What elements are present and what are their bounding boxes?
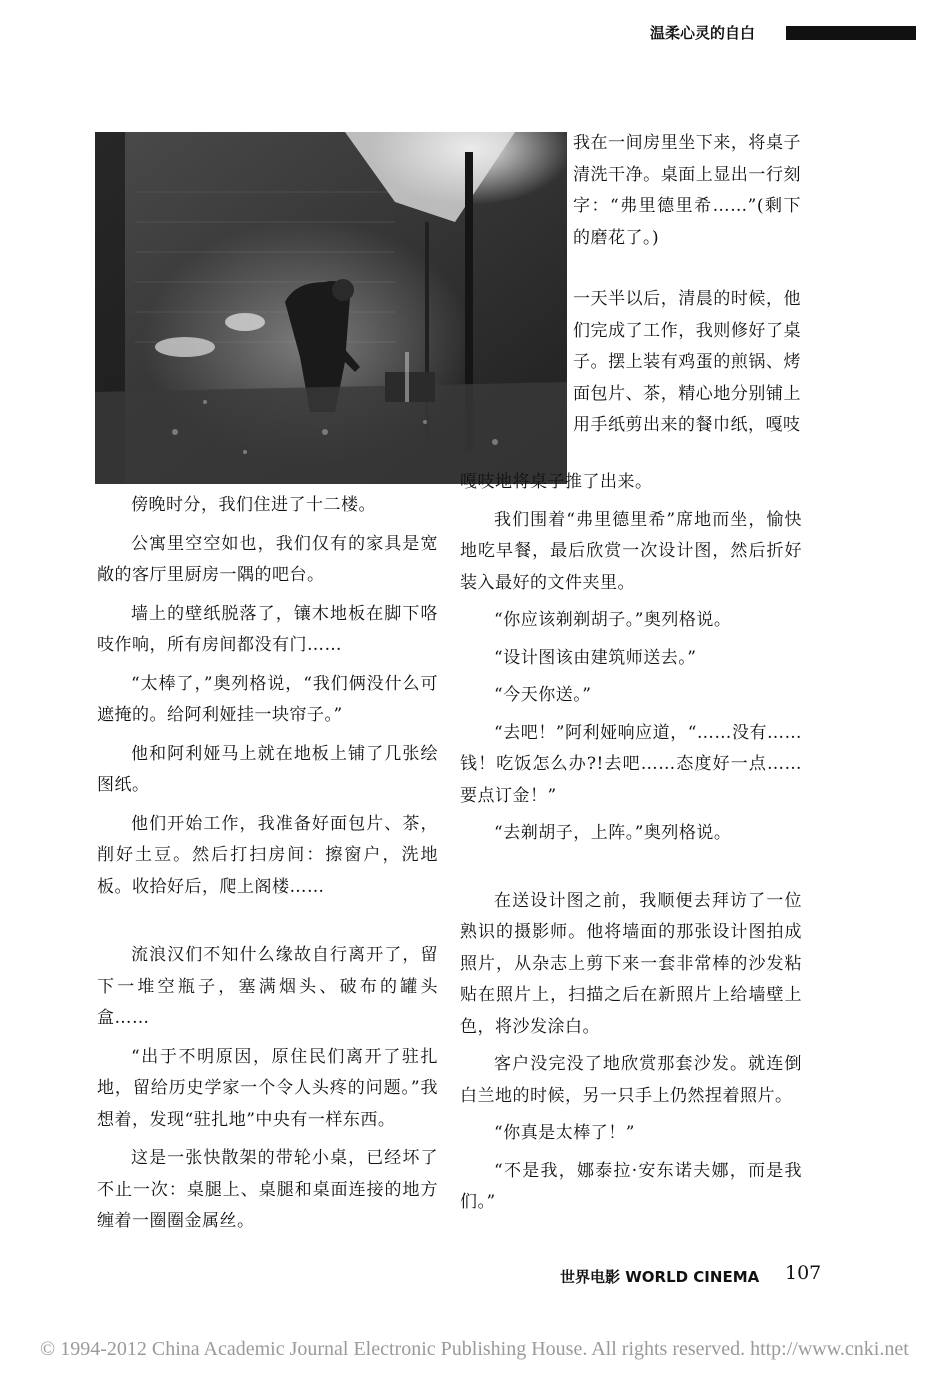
- paragraph-continuation: 嘎吱地将桌子推了出来。: [460, 472, 653, 492]
- film-still-photo: [95, 132, 567, 484]
- page-number: 107: [785, 1262, 822, 1284]
- right-column: [460, 467, 802, 1225]
- header-bar: [786, 26, 916, 40]
- magazine-name: 世界电影 WORLD CINEMA: [560, 1268, 760, 1286]
- paragraph: 流浪汉们不知什么缘故自行离开了，留下一堆空瓶子，塞满烟头、破布的罐头盒……: [97, 945, 438, 1028]
- paragraph: “出于不明原因，原住民们离开了驻扎地，留给历史学家一个令人头疼的问题。”我想着，发现“驻扎地”中央有一样东西。: [97, 1046, 438, 1130]
- paragraph: 他们开始工作，我准备好面包片、茶，削好土豆。然后打扫房间：擦窗户，洗地板。收拾好后，爬上阁楼……: [97, 813, 438, 897]
- paragraph: 我们围着“弗里德里希”席地而坐，愉快地吃早餐，最后欣赏一次设计图，然后折好装入最好的文件夹里。: [460, 509, 802, 593]
- paragraph: 在送设计图之前，我顺便去拜访了一位熟识的摄影师。他将墙面的那张设计图拍成照片，从杂志上剪下来一套非常棒的沙发粘贴在照片上，扫描之后在新照片上给墙壁上色，将沙发涂白。: [460, 890, 802, 1037]
- paragraph: “今天你送。”: [494, 685, 592, 705]
- paragraph: 这是一张快散架的带轮小桌，已经坏了不止一次：桌腿上、桌腿和桌面连接的地方缠着一圈圈金属丝。: [97, 1148, 438, 1231]
- paragraph: “设计图该由建筑师送去。”: [494, 647, 697, 668]
- paragraph: 我在一间房里坐下来，将桌子清洗干净。桌面上显出一行刻字：“弗里德里希……”(剩下的磨花了。): [573, 133, 801, 248]
- paragraph: “你应该剃剃胡子。”奥列格说。: [494, 610, 732, 630]
- paragraph: 公寓里空空如也，我们仅有的家具是宽敞的客厅里厨房一隅的吧台。: [97, 533, 438, 585]
- paragraph: 墙上的壁纸脱落了，镶木地板在脚下咯吱作响，所有房间都没有门……: [97, 603, 438, 655]
- paragraph: “不是我，娜泰拉·安东诺夫娜，而是我们。”: [460, 1160, 802, 1212]
- paragraph: 一天半以后，清晨的时候，他们完成了工作，我则修好了桌子。摆上装有鸡蛋的煎锅、烤面包片、茶，精心地分别铺上用手纸剪出来的餐巾纸，嘎吱: [573, 289, 801, 435]
- paragraph: 客户没完没了地欣赏那套沙发。就连倒白兰地的时候，另一只手上仍然捏着照片。: [460, 1054, 802, 1106]
- paragraph: “去剃胡子，上阵。”奥列格说。: [494, 823, 732, 843]
- paragraph: “太棒了，”奥列格说，“我们俩没什么可遮掩的。给阿利娅挂一块帘子。”: [97, 673, 438, 725]
- right-top-column: [573, 128, 801, 442]
- paragraph: “你真是太棒了！”: [494, 1123, 635, 1143]
- paragraph: 傍晚时分，我们住进了十二楼。: [131, 495, 376, 515]
- paragraph: 他和阿利娅马上就在地板上铺了几张绘图纸。: [97, 743, 438, 795]
- copyright-notice: © 1994-2012 China Academic Journal Electronic Publishing House. All rights reserved. http://www.cnki.net: [40, 1338, 909, 1360]
- paragraph: “去吧！”阿利娅响应道，“……没有……钱！吃饭怎么办?!去吧……态度好一点……要点订金！”: [460, 722, 802, 806]
- left-column: [97, 490, 438, 1245]
- section-title: 温柔心灵的自白: [650, 24, 756, 42]
